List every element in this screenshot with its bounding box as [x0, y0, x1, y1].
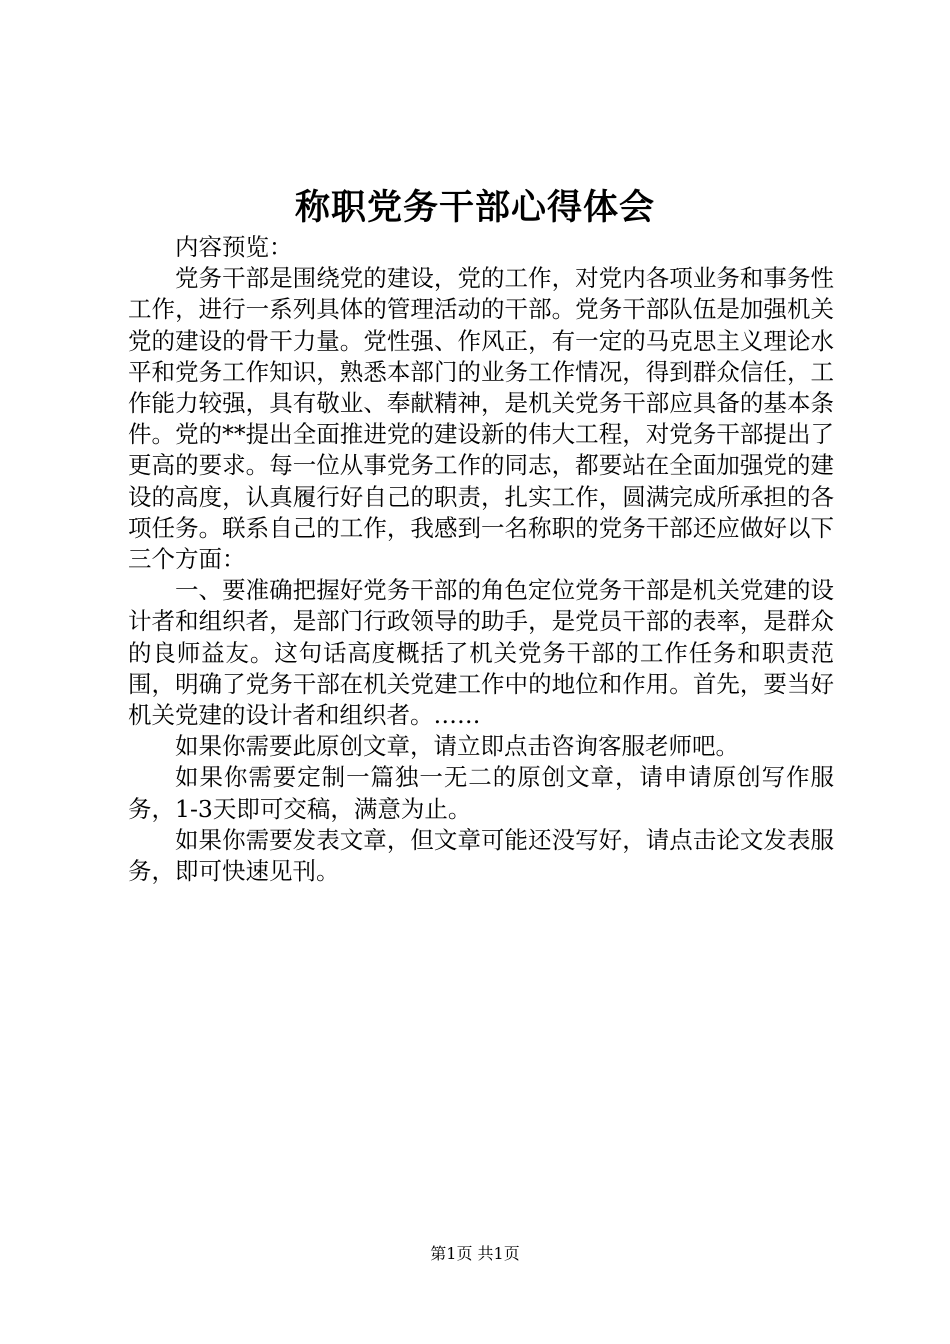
document-body	[128, 232, 834, 887]
preview-label: 内容预览：	[175, 233, 293, 261]
intro-paragraph: 党务干部是围绕党的建设，党的工作，对党内各项业务和事务性工作，进行一系列具体的管理活动的干部。党务干部队伍是加强机关党的建设的骨干力量。党性强、作风正，有一定的马克思主义理论水平和党务工作知识，熟悉本部门的业务工作情况，得到群众信任，工作能力较强，具有敬业、奉献精神，是机关党务干部应具备的基本条件。党的**提出全面推进党的建设新的伟大工程，对党务干部提出了更高的要求。每一位从事党务工作的同志，都要站在全面加强党的建设的高度，认真履行好自己的职责，扎实工作，圆满完成所承担的各项任务。联系自己的工作，我感到一名称职的党务干部还应做好以下三个方面：	[128, 264, 834, 574]
custom-writing-paragraph[interactable]: 如果你需要定制一篇独一无二的原创文章，请申请原创写作服务，1-3天即可交稿，满意为止。	[128, 763, 834, 823]
consult-link-paragraph[interactable]: 如果你需要此原创文章，请立即点击咨询客服老师吧。	[175, 732, 739, 761]
document-title: 称职党务干部心得体会	[294, 187, 655, 228]
section-one-paragraph: 一、要准确把握好党务干部的角色定位党务干部是机关党建的设计者和组织者，是部门行政领导的助手，是党员干部的表率，是群众的良师益友。这句话高度概括了机关党务干部的工作任务和职责范围，明确了党务干部在机关党建工作中的地位和作用。首先，要当好机关党建的设计者和组织者。……	[128, 576, 834, 730]
page-footer: 第1页 共1页	[430, 1244, 520, 1263]
publish-service-paragraph[interactable]: 如果你需要发表文章，但文章可能还没写好，请点击论文发表服务，即可快速见刊。	[128, 825, 834, 886]
